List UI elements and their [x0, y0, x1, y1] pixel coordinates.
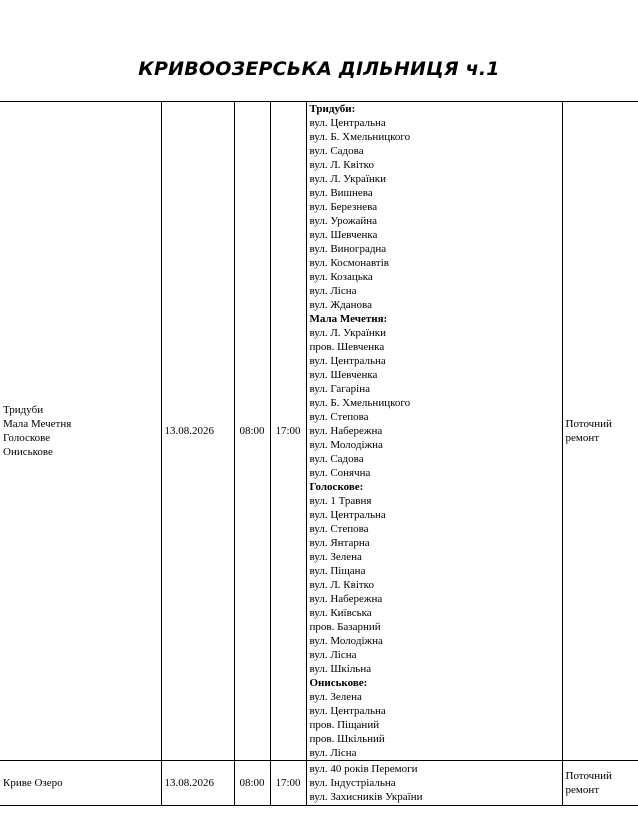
start-time-cell: 08:00: [234, 102, 270, 761]
street-item: вул. Космонавтів: [309, 257, 389, 269]
street-item: вул. Степова: [309, 523, 369, 535]
streets-cell: [306, 761, 562, 806]
street-item: вул. Садова: [309, 453, 364, 465]
street-item: вул. Набережна: [309, 593, 383, 605]
street-item: вул. Центральна: [309, 509, 386, 521]
street-item: вул. Жданова: [309, 299, 372, 311]
street-item: вул. Шевченка: [309, 369, 378, 381]
street-item: вул. Л. Українки: [309, 173, 387, 185]
street-item: вул. Індустріальна: [309, 777, 396, 789]
village-heading: Ониськове:: [309, 677, 368, 689]
street-group: [310, 676, 559, 760]
street-item: вул. 1 Травня: [309, 495, 372, 507]
street-item: вул. Київська: [309, 607, 372, 619]
work-type-cell: [562, 102, 638, 761]
street-item: вул. Л. Квітко: [309, 159, 374, 171]
street-item: вул. 40 років Перемоги: [309, 763, 418, 775]
street-item: вул. Степова: [309, 411, 369, 423]
street-item: вул. Урожайна: [309, 215, 378, 227]
street-item: вул. Л. Квітко: [309, 579, 374, 591]
streets-cell: [306, 102, 562, 761]
street-item: вул. Б. Хмельницкого: [309, 131, 411, 143]
work-type-text: ремонт: [565, 784, 600, 796]
settlement-name: Ониськове: [3, 446, 53, 458]
street-item: вул. Набережна: [309, 425, 383, 437]
street-item: вул. Лісна: [309, 649, 357, 661]
work-type-text: ремонт: [565, 432, 600, 444]
street-item: вул. Лісна: [309, 747, 357, 759]
street-item: вул. Шкільна: [309, 663, 372, 675]
table-row: [0, 761, 638, 806]
street-item: вул. Янтарна: [309, 537, 370, 549]
settlements-cell: [0, 761, 161, 806]
village-heading: Мала Мечетня:: [309, 313, 388, 325]
street-group: [310, 312, 559, 480]
street-item: пров. Базарний: [309, 621, 381, 633]
date-cell: 13.08.2026: [161, 102, 234, 761]
page-title: КРИВООЗЕРСЬКА ДІЛЬНИЦЯ ч.1: [138, 58, 500, 80]
street-item: вул. Гагаріна: [309, 383, 371, 395]
street-item: вул. Березнева: [309, 201, 378, 213]
street-item: вул. Л. Українки: [309, 327, 387, 339]
street-item: пров. Шевченка: [309, 341, 385, 353]
settlement-name: Голоскове: [3, 432, 51, 444]
start-time-cell: 08:00: [234, 761, 270, 806]
work-type-text: Поточний: [565, 770, 612, 782]
street-item: вул. Захисників України: [309, 791, 423, 803]
street-item: вул. Молодіжна: [309, 439, 383, 451]
outage-schedule-table: [0, 101, 638, 806]
end-time-cell: 17:00: [270, 761, 306, 806]
work-type-text: Поточний: [565, 418, 612, 430]
street-item: вул. Зелена: [309, 551, 362, 563]
settlements-cell: [0, 102, 161, 761]
street-group: [310, 480, 559, 676]
settlement-name: Мала Мечетня: [3, 418, 72, 430]
end-time-cell: 17:00: [270, 102, 306, 761]
village-heading: Голоскове:: [309, 481, 364, 493]
street-item: вул. Лісна: [309, 285, 357, 297]
street-item: вул. Центральна: [309, 705, 386, 717]
work-type-cell: [562, 761, 638, 806]
street-item: вул. Шевченка: [309, 229, 378, 241]
street-item: вул. Вишнева: [309, 187, 373, 199]
street-item: вул. Зелена: [309, 691, 362, 703]
street-item: вул. Виноградна: [309, 243, 387, 255]
settlement-name: Тридуби: [3, 404, 44, 416]
street-item: вул. Молодіжна: [309, 635, 383, 647]
street-item: вул. Центральна: [309, 355, 386, 367]
street-item: вул. Центральна: [309, 117, 386, 129]
street-item: пров. Шкільний: [309, 733, 385, 745]
street-item: пров. Піщаний: [309, 719, 380, 731]
settlement-name: Криве Озеро: [3, 777, 63, 789]
street-item: вул. Садова: [309, 145, 364, 157]
street-item: вул. Сонячна: [309, 467, 371, 479]
street-item: вул. Б. Хмельницкого: [309, 397, 411, 409]
village-heading: Тридуби:: [309, 103, 356, 115]
date-cell: 13.08.2026: [161, 761, 234, 806]
street-item: вул. Піщана: [309, 565, 366, 577]
street-group: [310, 102, 559, 312]
street-item: вул. Козацька: [309, 271, 373, 283]
table-row: [0, 102, 638, 761]
